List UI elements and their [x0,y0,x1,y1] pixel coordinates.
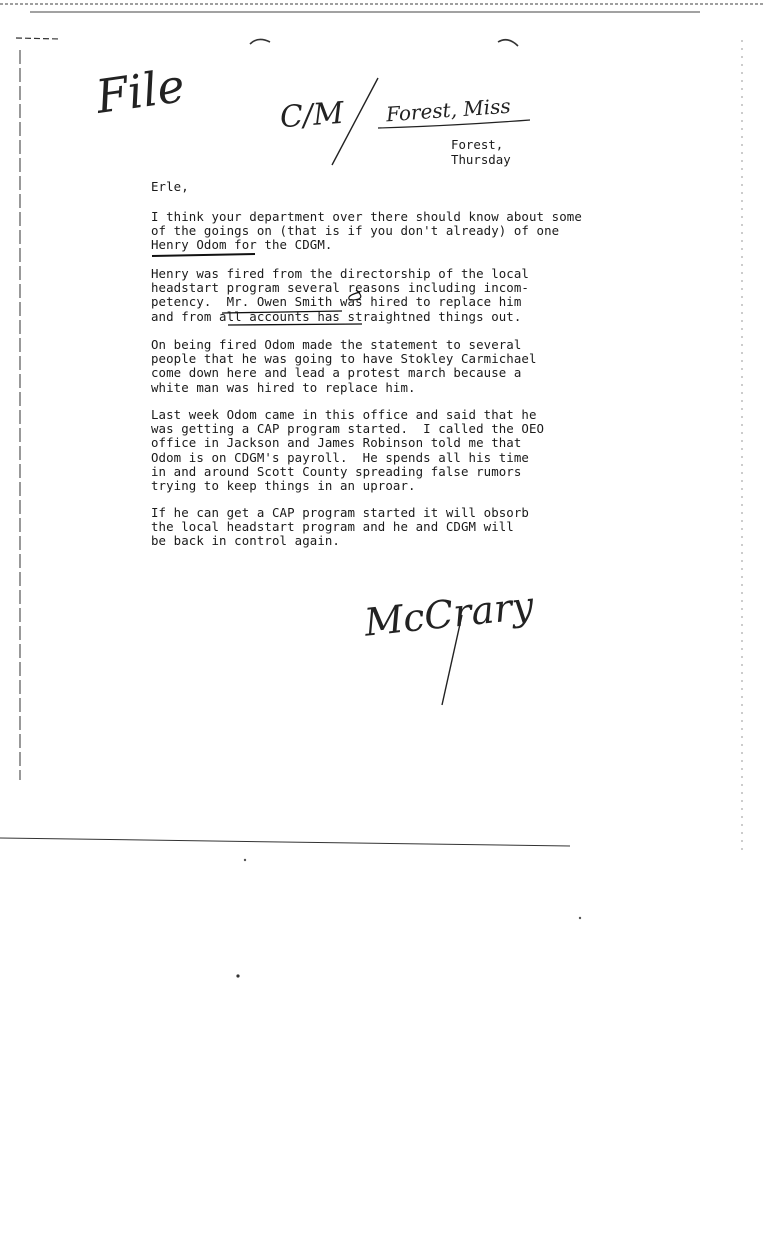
hole-mark-left-icon [250,39,270,44]
hole-mark-right-icon [498,40,518,46]
arrow-mark-icon [16,38,60,39]
day-line: Thursday [451,152,511,167]
paragraph-1: I think your department over there should know about some of the goings on (that is if you don't already) of one Henry Odom for the CDGM. [151,209,582,253]
dust-dot [244,859,246,861]
paragraph-4: Last week Odom came in this office and said that he was getting a CAP program started. I called the OEO office in Jackson and James Robinson told me that Odom is on CDGM's payroll. He spends all his time in and around Scott County spreading false rumors trying to keep things in an uproar. [151,407,545,494]
accounts-underline-icon [228,324,362,325]
handwritten-cm-note: C/M [278,95,345,136]
signature: McCrary [362,583,536,645]
dust-dot [579,917,581,919]
henry-underline-icon [152,254,255,256]
bottom-fold-line [0,838,570,846]
paragraph-5: If he can get a CAP program started it will obsorb the local headstart program and he and CDGM will be back in control again. [151,505,529,549]
handwritten-place-note: Forest, Miss [385,93,512,127]
handwritten-file-note: File [92,58,188,124]
place-line: Forest, [451,137,504,152]
paragraph-2: Henry was fired from the directorship of the local headstart program several reasons including incom- petency. Mr. Owen Smith was hired to replace him and from all accounts has straightned things out. [151,266,529,324]
salutation: Erle, [151,179,189,194]
paragraph-3: On being fired Odom made the statement to several people that he was going to have Stokley Carmichael come down here and lead a protest march because a white man was hired to replace him. [151,337,537,395]
dust-dot [236,974,239,977]
